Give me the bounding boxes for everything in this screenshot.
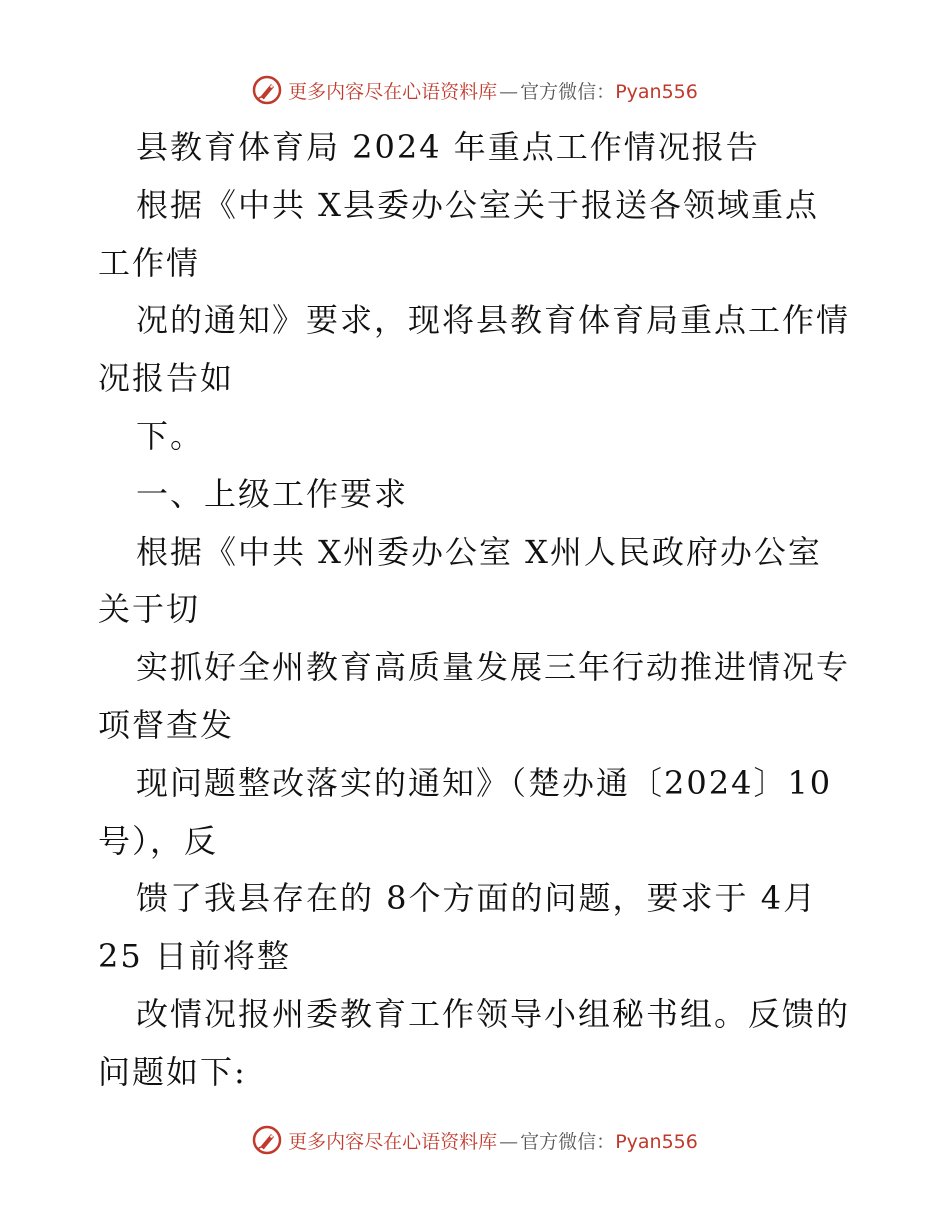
paragraph-line: 号），反 bbox=[98, 821, 219, 860]
section-heading: 一、上级工作要求 bbox=[136, 474, 409, 513]
banner-separator: — bbox=[499, 80, 519, 103]
banner-wechat-id: Pyan556 bbox=[615, 80, 698, 103]
banner-wechat-label: 官方微信： bbox=[520, 80, 616, 103]
banner-title: 更多内容尽在心语资料库 bbox=[288, 80, 498, 103]
pen-nib-logo-icon bbox=[252, 75, 282, 105]
paragraph-line: 改情况报州委教育工作领导小组秘书组。反馈的 bbox=[136, 994, 851, 1033]
banner-wechat-label: 官方微信： bbox=[520, 1130, 616, 1153]
paragraph-line: 下。 bbox=[136, 416, 205, 455]
document-title: 县教育体育局 2024 年重点工作情况报告 bbox=[136, 128, 760, 166]
banner-wechat-id: Pyan556 bbox=[615, 1130, 698, 1153]
banner-separator: — bbox=[499, 1130, 519, 1153]
paragraph-line: 根据《中共 X州委办公室 X州人民政府办公室 bbox=[136, 532, 822, 571]
paragraph-line: 工作情 bbox=[98, 243, 201, 282]
paragraph-line: 现问题整改落实的通知》（楚办通〔2024〕10 bbox=[136, 763, 833, 802]
paragraph-line: 实抓好全州教育高质量发展三年行动推进情况专 bbox=[136, 648, 851, 687]
paragraph-line: 馈了我县存在的 8个方面的问题，要求于 4月 bbox=[136, 879, 818, 918]
pen-nib-logo-icon bbox=[252, 1125, 282, 1155]
paragraph-line: 问题如下: bbox=[98, 1052, 247, 1091]
banner-title: 更多内容尽在心语资料库 bbox=[288, 1130, 498, 1153]
paragraph-line: 关于切 bbox=[98, 590, 201, 629]
paragraph-line: 根据《中共 X县委办公室关于报送各领域重点 bbox=[136, 185, 819, 224]
document-body bbox=[98, 119, 858, 1102]
paragraph-line: 况报告如 bbox=[98, 359, 235, 398]
paragraph-line: 项督查发 bbox=[98, 705, 235, 744]
paragraph-line: 况的通知》要求，现将县教育体育局重点工作情 bbox=[136, 301, 851, 340]
paragraph-line: 25 日前将整 bbox=[98, 937, 291, 976]
footer-banner bbox=[0, 1120, 950, 1160]
header-banner bbox=[0, 70, 950, 110]
